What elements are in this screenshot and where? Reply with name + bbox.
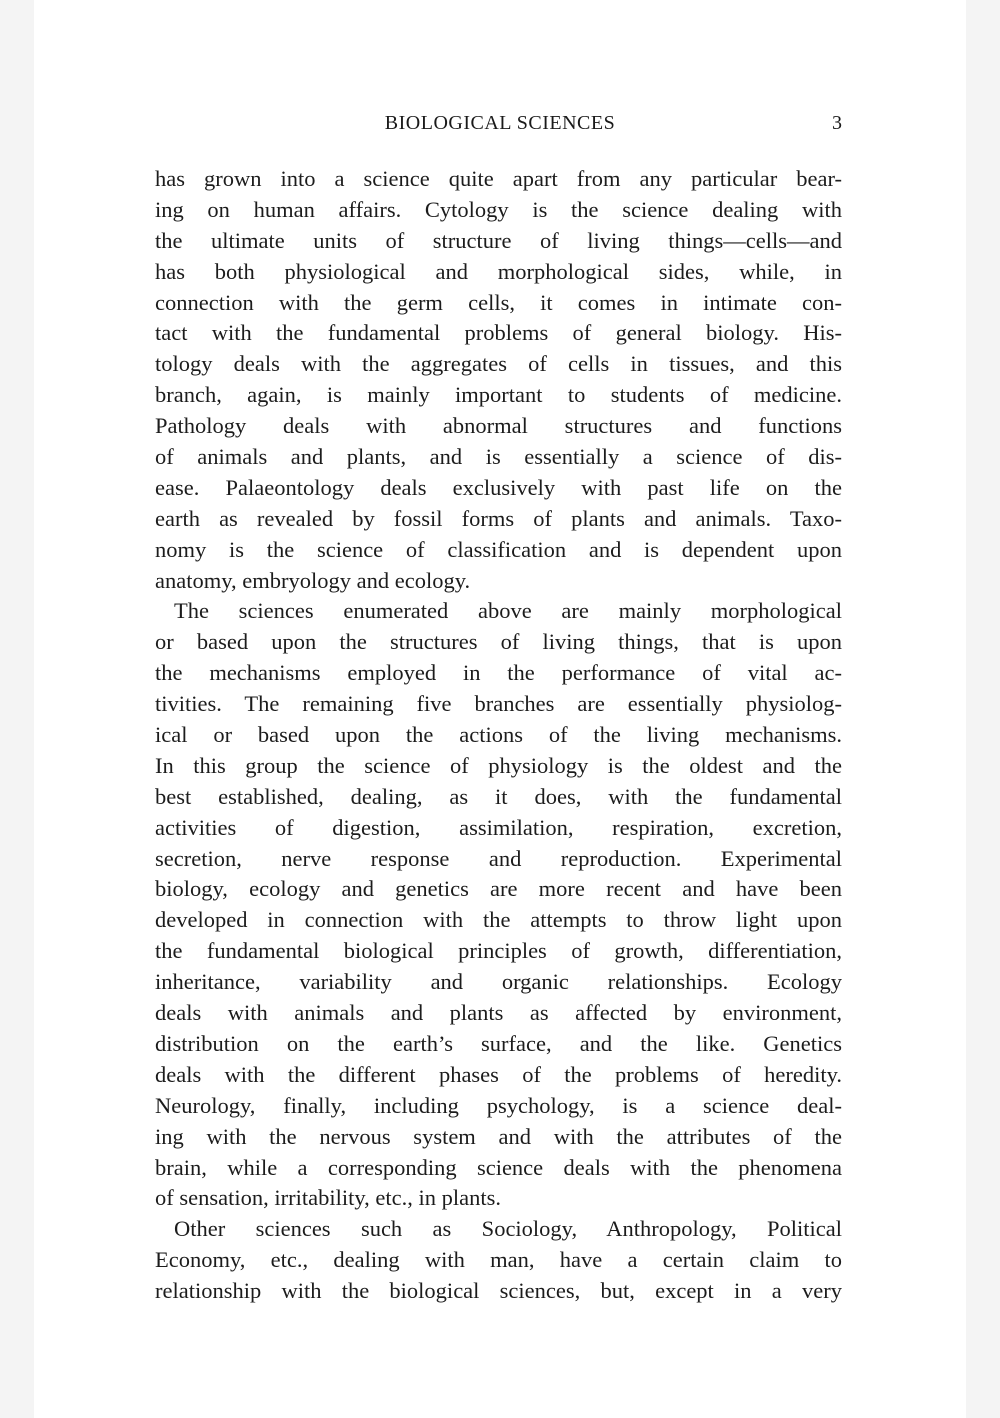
text-line: relationship with the biological sciences, but, except in a very bbox=[155, 1278, 842, 1304]
text-line: nomy is the science of classification and is dependent upon bbox=[155, 536, 842, 562]
text-line: best established, dealing, as it does, with the fundamental bbox=[155, 783, 842, 809]
text-line: activities of digestion, assimilation, respiration, excretion, bbox=[155, 814, 842, 840]
text-line: tivities. The remaining five branches are essentially physiolog- bbox=[155, 691, 842, 717]
text-line: tology deals with the aggregates of cells in tissues, and this bbox=[155, 351, 842, 377]
text-line: has both physiological and morphological sides, while, in bbox=[155, 258, 842, 284]
paragraph bbox=[155, 596, 842, 1214]
text-line: brain, while a corresponding science deals with the phenomena bbox=[155, 1154, 842, 1180]
text-line: the ultimate units of structure of living things—cells—and bbox=[155, 227, 842, 253]
text-line: the fundamental biological principles of growth, differentiation, bbox=[155, 938, 842, 964]
text-line: ing on human affairs. Cytology is the science dealing with bbox=[155, 196, 842, 222]
text-line: secretion, nerve response and reproduction. Experimental bbox=[155, 845, 842, 871]
text-line: has grown into a science quite apart from any particular bear- bbox=[155, 166, 842, 191]
text-line: In this group the science of physiology is the oldest and the bbox=[155, 752, 842, 778]
text-line: deals with animals and plants as affected by environment, bbox=[155, 1000, 842, 1026]
text-line: tact with the fundamental problems of general biology. His- bbox=[155, 320, 842, 346]
text-line: biology, ecology and genetics are more recent and have been bbox=[155, 876, 842, 902]
text-line: inheritance, variability and organic relationships. Ecology bbox=[155, 969, 842, 995]
running-title: BIOLOGICAL SCIENCES bbox=[384, 112, 616, 134]
text-line: ing with the nervous system and with the attributes of the bbox=[155, 1123, 842, 1149]
text-line: of animals and plants, and is essentially a science of dis- bbox=[155, 444, 842, 470]
text-line: developed in connection with the attempts to throw light upon bbox=[155, 907, 842, 933]
text-line: connection with the germ cells, it comes in intimate con- bbox=[155, 289, 842, 315]
text-line: distribution on the earth’s surface, and the like. Genetics bbox=[155, 1030, 842, 1056]
text-line: ease. Palaeontology deals exclusively with past life on the bbox=[155, 474, 842, 500]
text-line: Neurology, finally, including psychology, is a science deal- bbox=[155, 1092, 842, 1118]
text-line: of sensation, irritability, etc., in plants. bbox=[155, 1185, 501, 1211]
text-line: Economy, etc., dealing with man, have a certain claim to bbox=[155, 1247, 842, 1273]
text-line: ical or based upon the actions of the living mechanisms. bbox=[155, 722, 842, 748]
text-line: anatomy, embryology and ecology. bbox=[155, 567, 471, 593]
text-line: earth as revealed by fossil forms of plants and animals. Taxo- bbox=[155, 505, 842, 531]
text-line: or based upon the structures of living things, that is upon bbox=[155, 629, 842, 655]
text-line: Other sciences such as Sociology, Anthropology, Political bbox=[174, 1216, 842, 1242]
page-number: 3 bbox=[832, 112, 843, 134]
text-line: The sciences enumerated above are mainly morphological bbox=[174, 598, 842, 624]
text-line: deals with the different phases of the problems of heredity. bbox=[155, 1061, 842, 1087]
text-line: branch, again, is mainly important to students of medicine. bbox=[155, 382, 842, 408]
paragraph bbox=[155, 1214, 842, 1307]
body-text bbox=[155, 164, 842, 1307]
text-line: the mechanisms employed in the performance of vital ac- bbox=[155, 660, 842, 686]
paragraph bbox=[155, 164, 842, 596]
text-line: Pathology deals with abnormal structures and functions bbox=[155, 413, 842, 439]
